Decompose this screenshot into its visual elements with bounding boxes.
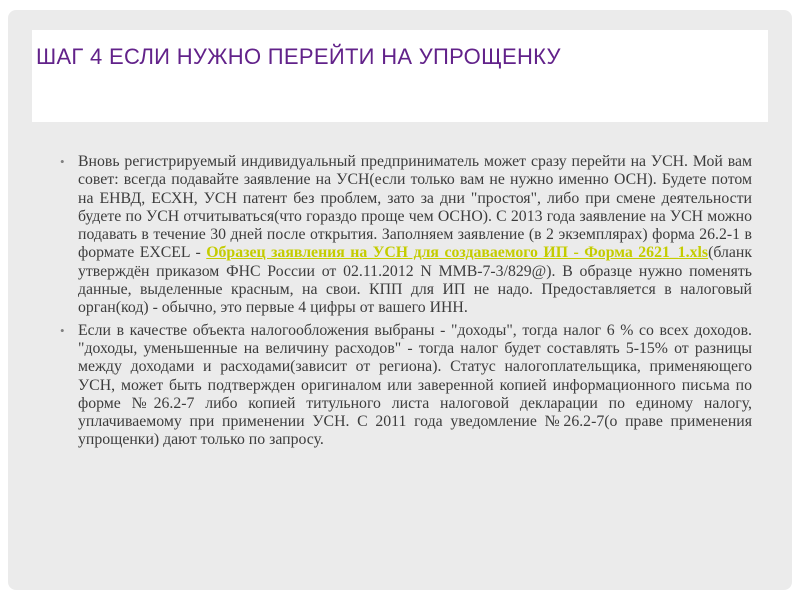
- bullet-2-text: Если в качестве объекта налогообложения выбраны - "доходы", тогда налог 6 % со всех доходов. "доходы, уменьшенные на величину расходов" - тогда налог будет составлять 5-15% от разницы между доходами и расходами(зависит от региона). Статус налогоплательщика, применяющего УСН, может быть подтвержден оригиналом или заверенной копией информационного письма по форме №26.2-7 либо копией титульного листа налоговой декларации по единому налогу, уплачиваемому при применении УСН. С 2011 года уведомление №26.2-7(о праве применения упрощенки) дают только по запросу.: [78, 321, 752, 449]
- bullet-item-2: [60, 322, 752, 450]
- bullet-1-text-after: (бланк утверждён приказом ФНС России от 02.11.2012 N ММВ-7-3/829@). В образце нужно поменять данные, выделенные красным, на свои. КПП для ИП не надо. Предоставляется в налоговый орган(код) - обычно, это первые 4 цифры от вашего ИНН.: [78, 244, 752, 317]
- sample-form-link[interactable]: Образец заявления на УСН для создаваемого ИП - Форма 2621_1.xls: [206, 244, 709, 262]
- bullet-1-text-before: Вновь регистрируемый индивидуальный предприниматель может сразу перейти на УСН. Мой вам совет: всегда подавайте заявление на УСН(если только вам не нужно именно ОСН). Будете потом на ЕНВД, ЕСХН, УСН патент без проблем, зато за дни "простоя", либо при смене деятельности будете по УСН отчитываться(что гораздо проще чем ОСНО). С 2013 года заявление на УСН можно подавать в течение 30 дней после открытия. Заполняем заявление (в 2 экземплярах) форма 26.2-1 в формате EXCEL -: [78, 153, 752, 262]
- bullet-marker: •: [60, 322, 65, 338]
- bullet-item-1: [60, 153, 752, 318]
- slide-content: [60, 153, 752, 454]
- slide-title: ШАГ 4 ЕСЛИ НУЖНО ПЕРЕЙТИ НА УПРОЩЕНКУ: [36, 44, 561, 69]
- bullet-marker: •: [60, 154, 65, 169]
